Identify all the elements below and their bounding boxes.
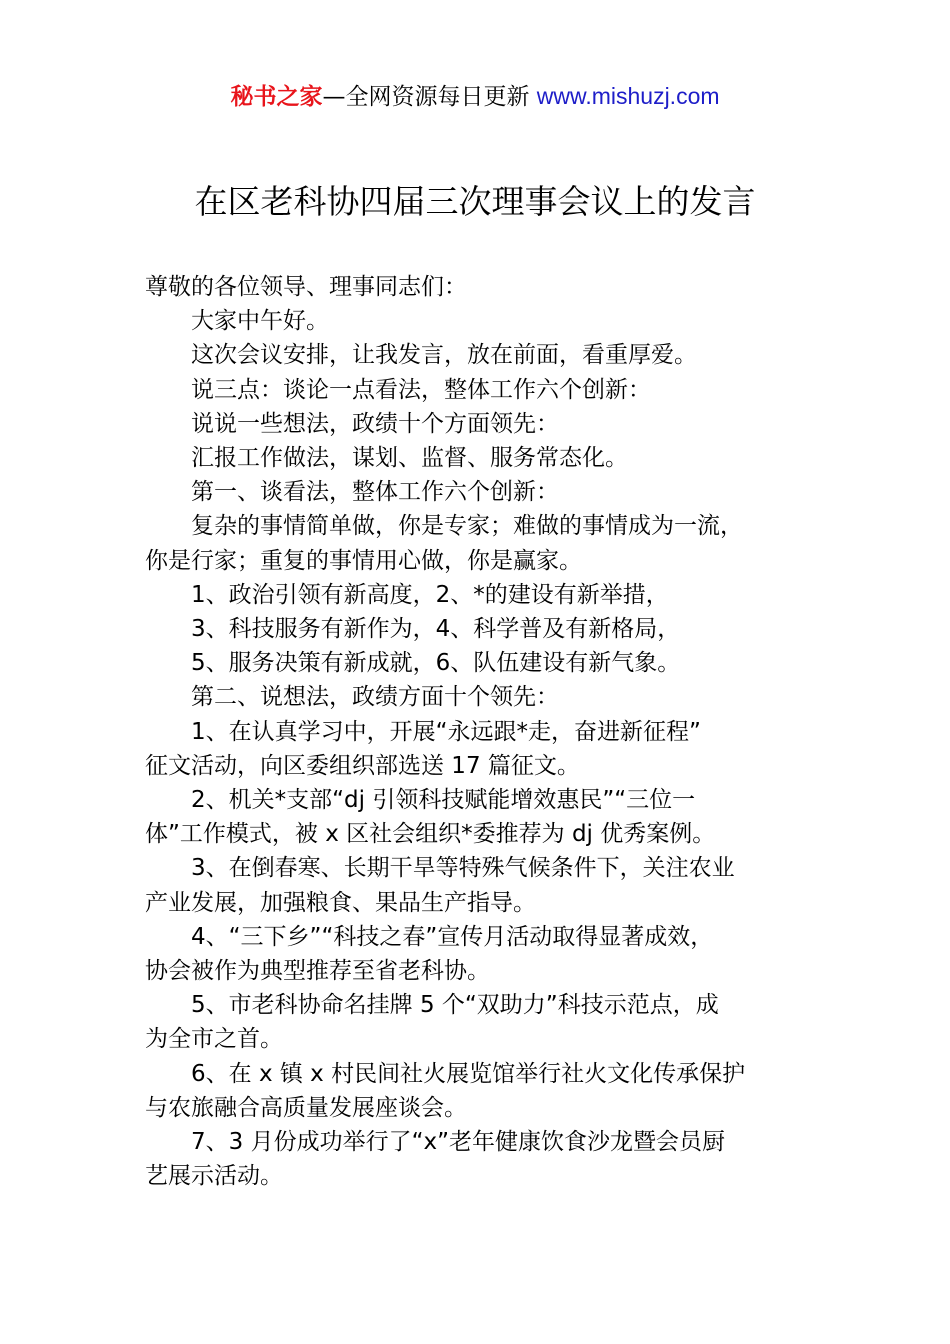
body-line: 3、科技服务有新作为，4、科学普及有新格局， xyxy=(145,616,681,643)
body-line: 5、市老科协命名挂牌 5 个“双助力”科技示范点，成 xyxy=(145,992,719,1019)
body-line: 6、在 x 镇 x 村民间社火展览馆举行社火文化传承保护 xyxy=(145,1060,746,1087)
body-line: 说三点：谈论一点看法，整体工作六个创新： xyxy=(145,376,651,403)
document-title: 在区老科协四届三次理事会议上的发言 xyxy=(194,182,756,221)
body-line: 4、“三下乡”“科技之春”宣传月活动取得显著成效， xyxy=(145,923,714,950)
body-line: 这次会议安排，让我发言，放在前面，看重厚爱。 xyxy=(145,342,697,369)
body-line: 产业发展，加强粮食、果品生产指导。 xyxy=(145,889,536,916)
body-line: 你是行家；重复的事情用心做，你是赢家。 xyxy=(145,547,582,574)
body-line: 为全市之首。 xyxy=(145,1026,283,1053)
body-line: 协会被作为典型推荐至省老科协。 xyxy=(145,958,490,985)
body-line-salutation: 尊敬的各位领导、理事同志们： xyxy=(145,274,467,300)
body-line: 与农旅融合高质量发展座谈会。 xyxy=(145,1094,467,1121)
section-heading-two: 第二、说想法，政绩方面十个领先： xyxy=(145,684,559,711)
body-line: 征文活动，向区委组织部选送 17 篇征文。 xyxy=(145,752,580,779)
site-url-link[interactable]: www.mishuzj.com xyxy=(536,83,720,109)
body-line: 5、服务决策有新成就，6、队伍建设有新气象。 xyxy=(145,650,681,677)
body-line: 艺展示活动。 xyxy=(145,1163,283,1190)
body-line: 1、政治引领有新高度，2、*的建设有新举措， xyxy=(145,581,669,608)
document-body xyxy=(145,270,835,1193)
body-line: 说说一些想法，政绩十个方面领先： xyxy=(145,410,559,437)
site-brand: 秘书之家 xyxy=(230,84,323,110)
body-line: 体”工作模式，被 x 区社会组织*委推荐为 dj 优秀案例。 xyxy=(145,821,716,848)
body-line: 汇报工作做法，谋划、监督、服务常态化。 xyxy=(145,445,628,472)
body-line: 1、在认真学习中，开展“永远跟*走，奋进新征程” xyxy=(145,718,701,745)
section-heading-one: 第一、谈看法，整体工作六个创新： xyxy=(145,479,559,506)
body-line: 3、在倒春寒、长期干旱等特殊气候条件下，关注农业 xyxy=(145,855,735,882)
body-line: 复杂的事情简单做，你是专家；难做的事情成为一流， xyxy=(145,513,743,540)
body-line: 7、3 月份成功举行了“x”老年健康饮食沙龙暨会员厨 xyxy=(145,1129,726,1156)
site-header xyxy=(0,80,950,113)
site-tagline: —全网资源每日更新 xyxy=(322,84,537,110)
body-line: 2、机关*支部“dj 引领科技赋能增效惠民”“三位一 xyxy=(145,787,696,814)
body-line: 大家中午好。 xyxy=(145,308,329,335)
